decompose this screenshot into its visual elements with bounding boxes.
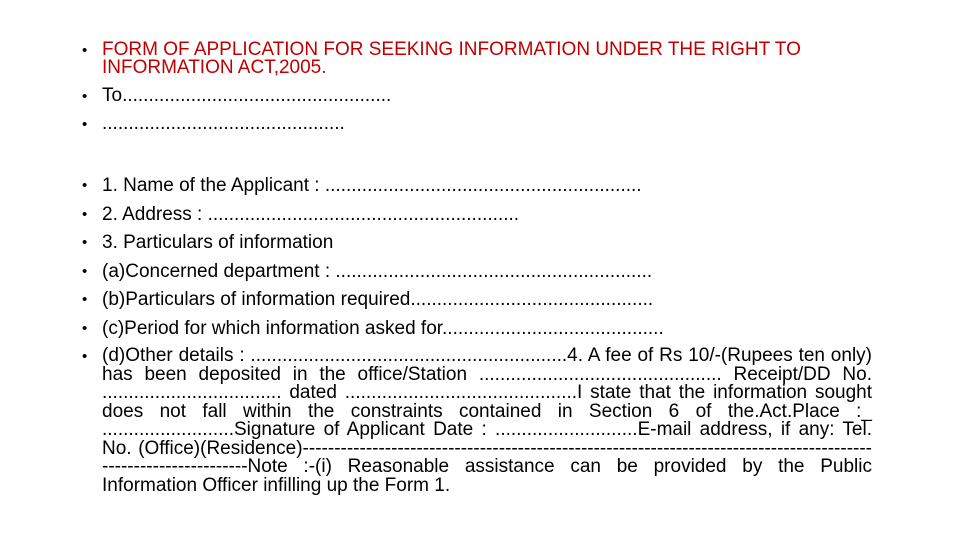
period-item: [82, 316, 872, 342]
bullet: •: [82, 234, 88, 251]
to-line: To...................................................: [102, 85, 392, 106]
other-details-paragraph: (d)Other details : ............................................................4. A fee of Rs 10/-(Rupees ten only) has been deposited in the office/Station .............................................. Receipt/DD No. .................................. dated ............................................I state that the information sought does not fall within the constraints contained in Section 6 of the.Act.Place :_ .........................Signature of Applicant Date : ...........................E-mail address, if any: Tel. No. (Office)(Residence)-----------------------------------------------------------------------------------------------------------------Note :-(i) Reasonable assistance can be provided by the Public Information Officer infilling up the Form 1.: [102, 345, 872, 496]
info-required-item: [82, 287, 872, 313]
to-line-item: [82, 87, 872, 105]
bullet: •: [82, 116, 88, 133]
bullet: •: [82, 262, 88, 280]
bullet: •: [82, 177, 88, 194]
address-field: 2. Address : ...........................................................: [102, 203, 520, 225]
form-title: FORM OF APPLICATION FOR SEEKING INFORMATION UNDER THE RIGHT TO INFORMATION ACT,2005.: [102, 39, 801, 78]
header-list: [82, 41, 872, 143]
address-item: [82, 202, 872, 228]
form-title-item: [82, 41, 872, 77]
bullet: •: [82, 88, 88, 105]
particulars-item: [82, 230, 872, 256]
bullet: •: [82, 319, 88, 337]
department-field: (a)Concerned department : ............................................................: [102, 260, 653, 282]
bullet: •: [82, 348, 88, 365]
other-details-item: [82, 344, 872, 495]
applicant-name-item: [82, 173, 872, 199]
address-line: ..............................................: [102, 113, 345, 134]
form-fields-list: [82, 173, 872, 498]
bullet: •: [82, 42, 88, 59]
address-line-item: [82, 115, 872, 133]
info-required-field: (b)Particulars of information required..............................................: [102, 289, 654, 310]
period-field: (c)Period for which information asked for..........................................: [102, 317, 664, 339]
department-item: [82, 259, 872, 285]
bullet: •: [82, 205, 88, 223]
bullet: •: [82, 291, 88, 308]
particulars-heading: 3. Particulars of information: [102, 232, 334, 253]
applicant-name-field: 1. Name of the Applicant : ............................................................: [102, 175, 642, 196]
